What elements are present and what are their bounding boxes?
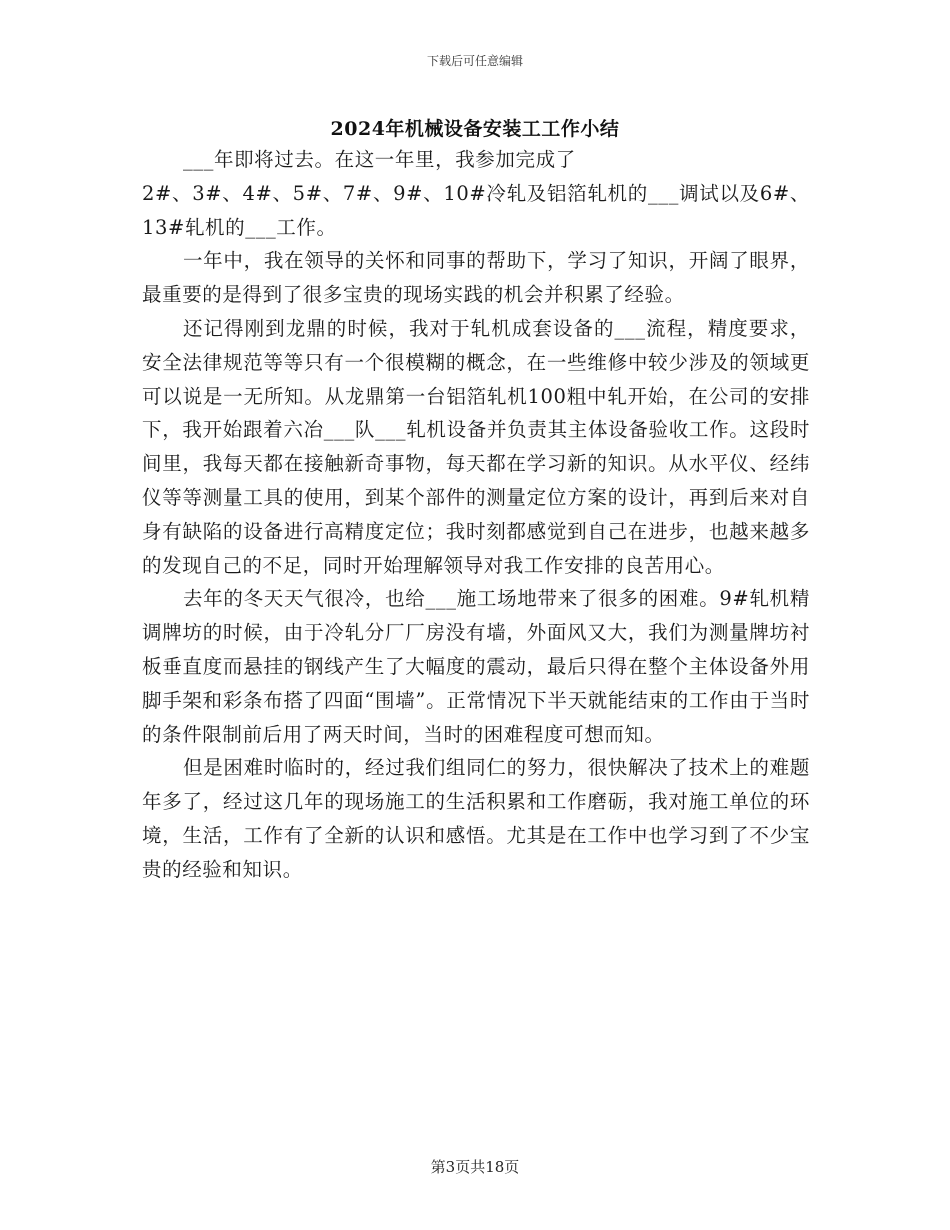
paragraph-experience: 但是困难时临时的，经过我们组同仁的努力，很快解决了技术上的难题年多了，经过这几年的现场施工的生活积累和工作磨砺，我对施工单位的环境，生活，工作有了全新的认识和感悟。尤其是在工作中也学习到了不少宝贵的经验和知识。 bbox=[142, 756, 810, 881]
paragraph-longding-start: 还记得刚到龙鼎的时候，我对于轧机成套设备的___流程，精度要求，安全法律规范等等只有一个很模糊的概念，在一些维修中较少涉及的领域更可以说是一无所知。从龙鼎第一台铝箔轧机100粗中轧开始，在公司的安排下，我开始跟着六冶___队___轧机设备并负责其主体设备验收工作。这段时间里，我每天都在接触新奇事物，每天都在学习新的知识。从水平仪、经纬仪等等测量工具的使用，到某个部件的测量定位方案的设计，再到后来对自身有缺陷的设备进行高精度定位；我时刻都感觉到自己在进步，也越来越多的发现自己的不足，同时开始理解领导对我工作安排的良苦用心。 bbox=[142, 316, 810, 577]
page-number: 第3页共18页 bbox=[430, 1158, 520, 1176]
paragraph-winter-difficulty: 去年的冬天天气很冷，也给___施工场地带来了很多的困难。9#轧机精调牌坊的时候，由于冷轧分厂厂房没有墙，外面风又大，我们为测量牌坊衬板垂直度而悬挂的钢线产生了大幅度的震动，最后只得在整个主体设备外用脚手架和彩条布搭了四面“围墙”。正常情况下半天就能结束的工作由于当时的条件限制前后用了两天时间，当时的困难程度可想而知。 bbox=[142, 587, 810, 746]
paragraph-intro: ___年即将过去。在这一年里，我参加完成了 bbox=[182, 148, 576, 171]
paragraph-year-summary: 一年中，我在领导的关怀和同事的帮助下，学习了知识，开阔了眼界，最重要的是得到了很多宝贵的现场实践的机会并积累了经验。 bbox=[142, 249, 810, 307]
header-note: 下载后可任意编辑 bbox=[426, 54, 523, 68]
document-body bbox=[142, 143, 810, 887]
document-title: 2024年机械设备安装工工作小结 bbox=[330, 118, 620, 140]
paragraph-rolling-mills: 2#、3#、4#、5#、7#、9#、10#冷轧及铝箔轧机的___调试以及6#、13#轧机的___工作。 bbox=[142, 181, 810, 239]
